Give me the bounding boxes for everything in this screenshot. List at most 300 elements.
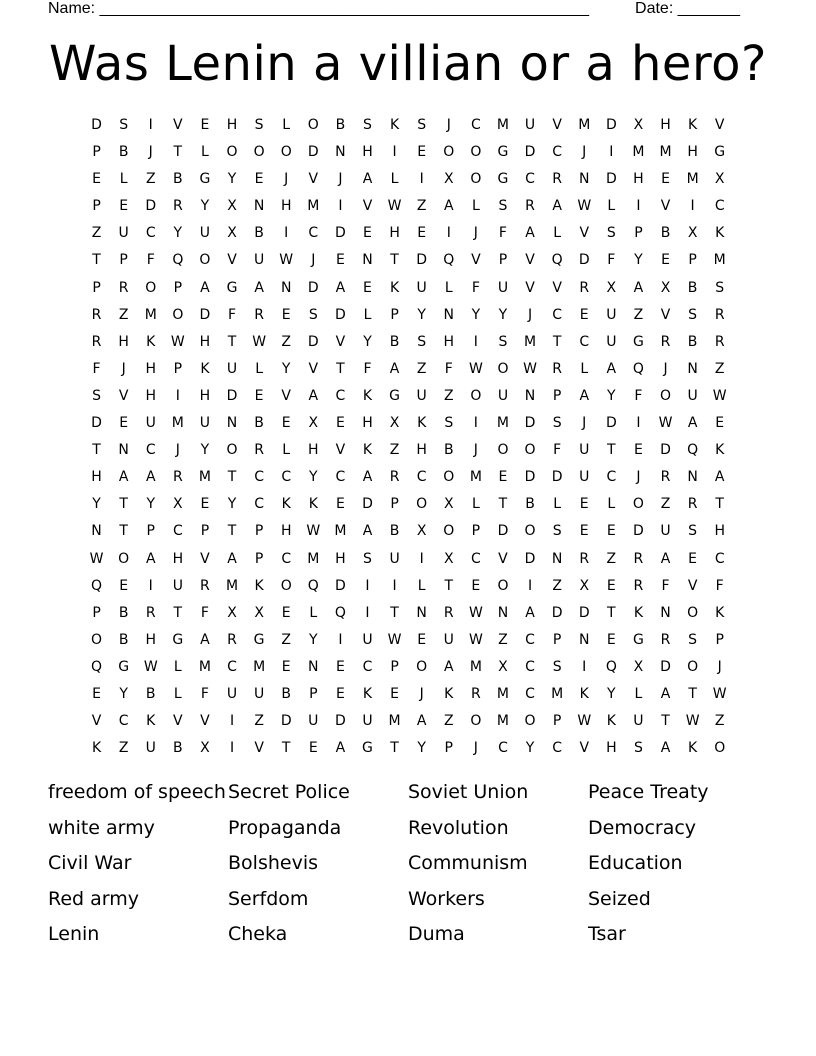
grid-letter: A <box>227 550 237 567</box>
grid-letter: Q <box>307 577 319 594</box>
grid-letter: A <box>687 415 698 432</box>
grid-letter: K <box>200 360 210 377</box>
grid-letter: P <box>200 523 210 540</box>
grid-letter: R <box>552 171 562 188</box>
grid-letter: T <box>281 740 291 757</box>
grid-letter: M <box>198 658 211 675</box>
grid-letter: F <box>634 387 643 404</box>
grid-letter: D <box>362 496 373 513</box>
grid-letter: J <box>527 306 533 323</box>
word-list-item: Revolution <box>408 816 509 839</box>
grid-letter: E <box>200 117 210 133</box>
grid-letter: P <box>254 550 264 567</box>
grid-letter: P <box>552 387 562 404</box>
grid-letter: F <box>227 306 237 323</box>
grid-letter: A <box>200 631 210 648</box>
grid-letter: N <box>497 604 509 621</box>
grid-letter: R <box>254 306 264 323</box>
grid-letter: P <box>173 360 183 377</box>
grid-letter: D <box>524 144 536 161</box>
grid-letter: L <box>553 496 562 513</box>
grid-letter: O <box>687 604 699 621</box>
grid-letter: V <box>173 117 183 133</box>
grid-letter: C <box>145 225 156 242</box>
grid-letter: D <box>660 658 671 675</box>
grid-letter: K <box>389 279 400 296</box>
grid-letter: L <box>634 685 643 702</box>
grid-letter: E <box>471 577 481 594</box>
grid-letter: P <box>146 523 155 540</box>
grid-letter: J <box>446 117 451 133</box>
grid-letter: V <box>227 252 237 269</box>
grid-letter: Q <box>605 658 617 675</box>
grid-letter: N <box>308 658 319 675</box>
grid-letter: O <box>443 469 455 486</box>
grid-letter: S <box>688 306 698 323</box>
grid-letter: X <box>416 523 427 540</box>
grid-letter: Z <box>91 225 102 242</box>
grid-letter: L <box>471 198 480 215</box>
grid-letter: B <box>389 523 400 540</box>
grid-letter: J <box>338 171 343 188</box>
word-list-item: Workers <box>408 887 485 910</box>
grid-letter: N <box>335 144 346 161</box>
grid-letter: R <box>389 469 400 486</box>
grid-letter: U <box>308 713 319 730</box>
grid-letter: F <box>715 577 724 594</box>
grid-letter: D <box>605 171 617 188</box>
grid-letter: X <box>606 279 617 296</box>
grid-letter: K <box>254 577 264 594</box>
grid-letter: Z <box>281 631 291 648</box>
grid-letter: L <box>363 306 372 323</box>
grid-letter: V <box>552 279 562 296</box>
grid-letter: W <box>523 360 537 377</box>
word-list-item: Cheka <box>228 923 288 946</box>
grid-letter: Y <box>200 198 210 215</box>
grid-letter: F <box>607 252 616 269</box>
grid-letter: E <box>363 225 372 242</box>
grid-letter: B <box>118 631 129 648</box>
grid-letter: L <box>173 685 182 702</box>
grid-letter: V <box>525 279 535 296</box>
grid-letter: A <box>254 279 264 296</box>
grid-letter: S <box>498 198 508 215</box>
grid-letter: I <box>392 144 397 161</box>
word-list-item: Red army <box>48 887 140 910</box>
grid-letter: O <box>199 252 211 269</box>
grid-letter: E <box>335 415 345 432</box>
grid-letter: U <box>199 415 211 432</box>
grid-letter: L <box>471 496 480 513</box>
grid-letter: V <box>660 198 671 215</box>
grid-letter: O <box>524 442 536 459</box>
grid-letter: I <box>446 225 451 242</box>
grid-letter: V <box>335 333 346 350</box>
grid-letter: K <box>362 685 373 702</box>
grid-letter: R <box>254 442 264 459</box>
grid-letter: C <box>281 550 292 567</box>
grid-letter: M <box>496 713 509 730</box>
grid-letter: G <box>389 387 400 404</box>
grid-letter: P <box>390 306 399 323</box>
grid-letter: C <box>525 685 535 702</box>
word-list-item: white army <box>48 816 155 839</box>
grid-letter: D <box>280 713 292 730</box>
grid-letter: U <box>524 117 536 133</box>
grid-letter: Z <box>714 713 725 730</box>
grid-letter: D <box>578 252 590 269</box>
grid-letter: Q <box>551 252 563 269</box>
grid-letter: D <box>335 577 346 594</box>
grid-letter: V <box>498 550 508 567</box>
grid-letter: T <box>390 252 399 269</box>
grid-letter: Y <box>281 360 291 377</box>
grid-letter: P <box>92 198 101 215</box>
grid-letter: O <box>118 550 130 567</box>
grid-letter: M <box>496 415 509 432</box>
grid-letter: R <box>525 198 535 215</box>
grid-letter: R <box>687 496 698 513</box>
grid-letter: S <box>606 225 616 242</box>
grid-letter: J <box>121 360 126 377</box>
grid-letter: W <box>658 415 673 432</box>
grid-letter: S <box>552 658 562 675</box>
grid-letter: R <box>470 685 481 702</box>
grid-letter: A <box>633 279 644 296</box>
grid-letter: U <box>362 713 373 730</box>
grid-letter: B <box>281 685 291 702</box>
grid-letter: P <box>92 279 101 296</box>
grid-letter: I <box>609 144 614 161</box>
grid-letter: S <box>417 117 427 133</box>
grid-letter: I <box>582 658 587 675</box>
grid-letter: H <box>280 523 292 540</box>
grid-letter: I <box>419 171 424 188</box>
grid-letter: C <box>525 171 535 188</box>
grid-letter: W <box>577 713 592 730</box>
grid-letter: T <box>173 604 183 621</box>
grid-letter: S <box>498 333 508 350</box>
grid-letter: Z <box>145 171 156 188</box>
grid-letter: E <box>335 252 345 269</box>
grid-letter: Q <box>687 442 699 459</box>
grid-letter: R <box>552 360 562 377</box>
grid-letter: G <box>118 658 130 675</box>
grid-letter: Z <box>118 740 129 757</box>
grid-letter: H <box>145 631 156 648</box>
grid-letter: J <box>582 144 587 161</box>
grid-letter: T <box>119 523 128 540</box>
grid-letter: C <box>525 658 535 675</box>
grid-letter: U <box>687 387 698 404</box>
grid-letter: C <box>470 550 481 567</box>
grid-letter: Q <box>334 604 346 621</box>
grid-letter: T <box>227 523 237 540</box>
grid-letter: M <box>253 658 266 675</box>
grid-letter: I <box>284 225 289 242</box>
grid-letter: T <box>227 469 237 486</box>
grid-letter: O <box>226 442 238 459</box>
grid-letter: B <box>118 604 129 621</box>
grid-letter: E <box>119 577 129 594</box>
grid-letter: H <box>633 171 644 188</box>
grid-letter: J <box>473 225 478 242</box>
grid-letter: H <box>308 442 319 459</box>
grid-letter: P <box>715 631 724 648</box>
grid-letter: N <box>91 523 102 540</box>
grid-letter: H <box>714 523 725 540</box>
grid-letter: A <box>525 225 535 242</box>
header-line <box>48 0 740 20</box>
grid-letter: S <box>254 117 264 133</box>
grid-letter: S <box>119 117 129 133</box>
grid-letter: F <box>661 577 670 594</box>
grid-letter: I <box>392 577 397 594</box>
grid-letter: O <box>145 279 157 296</box>
grid-letter: A <box>443 658 454 675</box>
grid-letter: N <box>578 171 590 188</box>
grid-letter: M <box>551 685 564 702</box>
word-list <box>48 778 768 956</box>
grid-letter: J <box>717 658 722 675</box>
grid-letter: A <box>335 740 346 757</box>
grid-letter: O <box>307 117 319 133</box>
grid-letter: N <box>551 550 563 567</box>
grid-letter: G <box>226 279 238 296</box>
grid-letter: E <box>606 577 616 594</box>
grid-letter: Y <box>92 496 101 513</box>
grid-letter: U <box>579 442 590 459</box>
grid-letter: E <box>498 469 508 486</box>
grid-letter: E <box>254 387 264 404</box>
word-list-item: Education <box>588 852 683 875</box>
grid-letter: K <box>579 685 589 702</box>
grid-letter: G <box>632 333 644 350</box>
grid-letter: D <box>335 713 346 730</box>
grid-letter: A <box>714 469 725 486</box>
grid-letter: H <box>145 387 156 404</box>
grid-letter: H <box>280 198 292 215</box>
grid-letter: R <box>91 306 102 323</box>
word-list-item: Propaganda <box>228 816 342 839</box>
grid-letter: R <box>579 279 590 296</box>
grid-letter: Y <box>200 442 210 459</box>
grid-letter: E <box>579 496 589 513</box>
grid-letter: E <box>92 171 101 188</box>
grid-letter: H <box>91 469 102 486</box>
grid-letter: B <box>525 496 535 513</box>
grid-letter: B <box>687 279 698 296</box>
grid-letter: P <box>254 523 264 540</box>
grid-letter: U <box>226 360 238 377</box>
grid-letter: E <box>119 415 129 432</box>
grid-letter: B <box>443 442 454 459</box>
grid-letter: P <box>498 252 508 269</box>
grid-letter: K <box>146 333 156 350</box>
grid-letter: T <box>173 144 183 161</box>
grid-letter: K <box>715 225 725 242</box>
grid-letter: G <box>497 171 509 188</box>
grid-letter: V <box>308 360 319 377</box>
grid-letter: Y <box>471 306 481 323</box>
grid-letter: T <box>92 442 101 459</box>
grid-letter: F <box>363 360 372 377</box>
grid-letter: V <box>579 740 590 757</box>
word-list-item: Lenin <box>48 923 100 946</box>
word-list-item: freedom of speech <box>48 781 226 803</box>
grid-letter: N <box>416 604 427 621</box>
grid-letter: B <box>254 415 264 432</box>
grid-letter: E <box>579 523 589 540</box>
grid-letter: K <box>91 740 102 757</box>
grid-letter: D <box>633 523 644 540</box>
grid-letter: C <box>470 117 481 133</box>
grid-letter: E <box>200 496 210 513</box>
grid-letter: Q <box>91 577 103 594</box>
grid-letter: W <box>387 631 402 648</box>
grid-letter: F <box>146 252 155 269</box>
grid-letter: J <box>582 415 587 432</box>
grid-letter: J <box>636 469 641 486</box>
grid-letter: A <box>389 360 400 377</box>
grid-letter: X <box>227 225 237 242</box>
grid-letter: O <box>253 144 265 161</box>
grid-letter: E <box>335 496 345 513</box>
grid-letter: C <box>552 144 563 161</box>
grid-letter: E <box>661 171 670 188</box>
word-list-item: Civil War <box>48 852 132 875</box>
grid-letter: V <box>552 117 562 133</box>
grid-letter: W <box>143 658 158 675</box>
page-title: Was Lenin a villian or a hero? <box>49 36 767 92</box>
grid-letter: M <box>225 577 239 594</box>
word-list-item: Peace Treaty <box>588 781 709 803</box>
grid-letter: D <box>551 469 563 486</box>
grid-letter: L <box>282 442 291 459</box>
grid-letter: I <box>148 577 153 594</box>
grid-letter: M <box>469 658 482 675</box>
grid-letter: W <box>685 713 700 730</box>
grid-letter: R <box>714 333 725 350</box>
grid-letter: P <box>309 685 318 702</box>
grid-letter: V <box>335 442 346 459</box>
grid-letter: H <box>362 415 373 432</box>
grid-letter: T <box>119 496 128 513</box>
grid-letter: V <box>200 550 210 567</box>
grid-letter: H <box>172 550 184 567</box>
grid-letter: R <box>633 577 644 594</box>
grid-letter: U <box>416 387 427 404</box>
grid-letter: W <box>712 387 727 404</box>
grid-letter: U <box>606 306 617 323</box>
grid-letter: H <box>389 225 400 242</box>
grid-letter: P <box>390 496 399 513</box>
grid-letter: N <box>524 387 536 404</box>
grid-letter: V <box>525 252 535 269</box>
grid-letter: C <box>362 658 373 675</box>
grid-letter: L <box>173 658 182 675</box>
grid-letter: D <box>605 415 617 432</box>
grid-letter: I <box>229 713 235 730</box>
grid-letter: A <box>200 279 210 296</box>
grid-letter: W <box>89 550 104 567</box>
grid-letter: E <box>417 225 427 242</box>
grid-letter: A <box>362 469 373 486</box>
grid-letter: H <box>660 117 671 133</box>
grid-letter: R <box>443 604 454 621</box>
grid-letter: C <box>552 740 563 757</box>
grid-letter: D <box>199 306 211 323</box>
grid-letter: Y <box>525 740 535 757</box>
grid-letter: Z <box>416 198 427 215</box>
grid-letter: D <box>605 117 617 133</box>
grid-letter: E <box>254 171 264 188</box>
grid-letter: L <box>309 604 318 621</box>
grid-letter: L <box>201 144 209 161</box>
grid-letter: O <box>660 387 672 404</box>
grid-letter: X <box>443 550 454 567</box>
grid-letter: W <box>252 333 267 350</box>
grid-letter: I <box>636 198 641 215</box>
grid-letter: X <box>443 171 454 188</box>
grid-letter: Y <box>146 496 156 513</box>
grid-letter: F <box>444 360 453 377</box>
grid-letter: U <box>497 387 509 404</box>
grid-letter: R <box>660 333 671 350</box>
grid-letter: D <box>524 415 536 432</box>
grid-letter: O <box>470 713 482 730</box>
grid-letter: W <box>387 198 402 215</box>
grid-letter: O <box>280 144 292 161</box>
grid-letter: F <box>200 685 209 702</box>
grid-letter: Q <box>91 658 103 675</box>
grid-letter: O <box>497 442 509 459</box>
grid-letter: X <box>389 415 400 432</box>
grid-letter: Z <box>254 713 264 730</box>
grid-letter: E <box>606 523 616 540</box>
grid-letter: E <box>335 685 345 702</box>
grid-letter: P <box>552 713 562 730</box>
grid-letter: C <box>416 469 427 486</box>
grid-letter: K <box>308 496 318 513</box>
grid-letter: X <box>498 658 508 675</box>
grid-letter: S <box>417 333 427 350</box>
grid-letter: Z <box>498 631 508 648</box>
word-list-item: Tsar <box>588 923 626 946</box>
grid-letter: Y <box>173 225 183 242</box>
grid-letter: S <box>633 740 643 757</box>
grid-letter: U <box>172 577 183 594</box>
grid-letter: U <box>579 469 590 486</box>
grid-letter: Y <box>634 252 643 269</box>
grid-letter: O <box>497 360 509 377</box>
grid-letter: J <box>148 144 153 161</box>
grid-letter: C <box>308 225 319 242</box>
grid-letter: I <box>365 604 370 621</box>
grid-letter: O <box>470 171 482 188</box>
name-field: Name: _______________________________________________________ <box>48 0 589 17</box>
grid-letter: I <box>338 198 343 215</box>
grid-letter: N <box>687 360 698 377</box>
grid-letter: P <box>173 279 183 296</box>
grid-letter: G <box>362 740 373 757</box>
grid-letter: A <box>362 523 373 540</box>
grid-letter: B <box>687 333 698 350</box>
grid-letter: A <box>145 469 156 486</box>
grid-letter: O <box>524 523 536 540</box>
grid-letter: D <box>307 279 319 296</box>
